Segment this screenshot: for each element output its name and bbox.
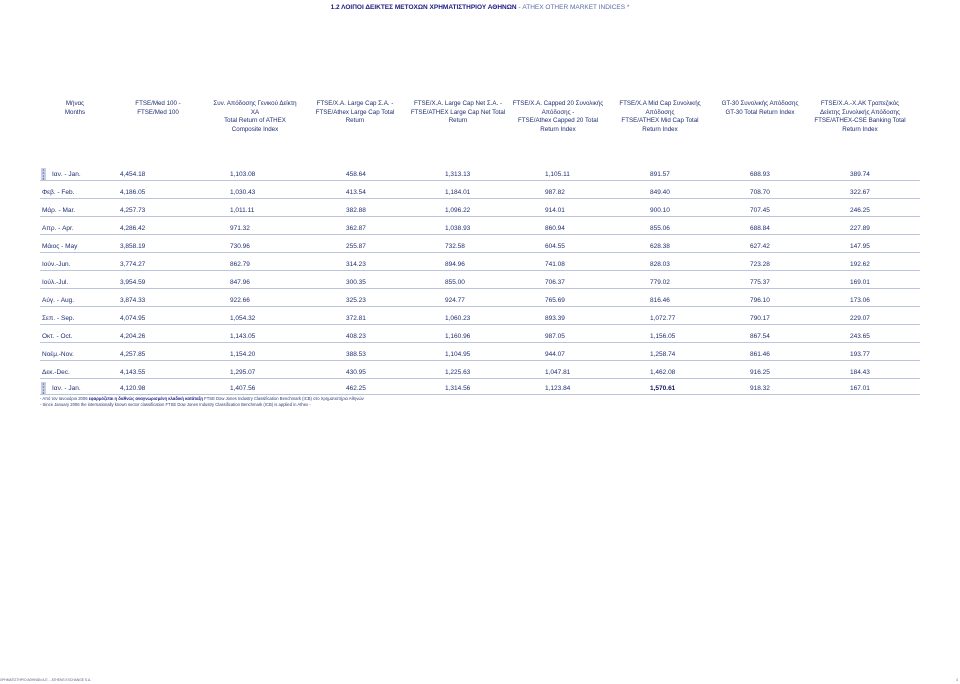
column-header-7	[705, 100, 815, 117]
month-label: Ιούλ.-Jul.	[42, 279, 69, 286]
value-cell: 167.01	[850, 385, 870, 392]
value-cell: 192.62	[850, 261, 870, 268]
value-cell: 229.07	[850, 315, 870, 322]
value-cell: 765.69	[545, 297, 565, 304]
column-header-line: GT-30 Total Return Index	[725, 108, 795, 116]
value-cell: 408.23	[346, 333, 366, 340]
column-header-line: FTSE/ATHEX Mid Cap Total	[621, 117, 699, 125]
value-cell: 708.70	[750, 189, 770, 196]
column-header-line: Return	[448, 117, 468, 125]
year-marker	[41, 382, 46, 394]
value-cell: 1,104.95	[445, 351, 471, 358]
value-cell: 4,120.98	[120, 385, 146, 392]
value-cell: 867.54	[750, 333, 770, 340]
value-cell: 322.67	[850, 189, 870, 196]
column-header-line: FTSE/Χ.Α.-Χ.ΑΚ Τραπεζικός	[820, 100, 900, 107]
value-cell: 707.45	[750, 207, 770, 214]
value-cell: 4,186.05	[120, 189, 146, 196]
value-cell: 987.05	[545, 333, 565, 340]
value-cell: 741.08	[545, 261, 565, 268]
value-cell: 1,105.11	[545, 171, 570, 178]
month-label: Ιούν.-Jun.	[42, 261, 71, 268]
value-cell: 1,314.56	[445, 385, 471, 392]
value-cell: 4,454.18	[120, 171, 146, 178]
row-divider	[40, 342, 920, 343]
value-cell: 855.00	[445, 279, 465, 286]
footnote-greek: - Από τον Ιανουάριο 2006 εφαρμόζεται η διεθνώς αναγνωρισμένη κλαδική κατάταξη FTSE Dow Jones Industry Classification Benchmark (ICB) στο Χρηματιστήριο Αθηνών	[40, 396, 364, 401]
title-greek: 1.2 ΛΟΙΠΟΙ ΔΕΙΚΤΕΣ ΜΕΤΟΧΩΝ ΧΡΗΜΑΤΙΣΤΗΡΙΟΥ ΑΘΗΝΩΝ	[330, 4, 517, 11]
value-cell: 4,204.26	[120, 333, 146, 340]
value-cell: 847.96	[230, 279, 250, 286]
value-cell: 860.94	[545, 225, 565, 232]
month-label: Μάιος - May	[42, 243, 78, 250]
month-label: Αύγ. - Aug.	[42, 297, 75, 304]
month-label: Νοέμ.-Nov.	[42, 351, 74, 358]
month-label: Οκτ. - Oct.	[42, 333, 73, 340]
value-cell: 173.06	[850, 297, 870, 304]
value-cell: 688.84	[750, 225, 770, 232]
value-cell: 325.23	[346, 297, 366, 304]
year-marker	[41, 168, 46, 180]
value-cell: 730.96	[230, 243, 250, 250]
value-cell: 775.37	[750, 279, 770, 286]
value-cell: 1,047.81	[545, 369, 571, 376]
month-label: Σεπ. - Sep.	[42, 315, 75, 322]
column-header-line: FTSE/Med 100	[137, 108, 179, 116]
value-cell: 706.37	[545, 279, 565, 286]
column-header-line: FTSE/Χ.Α. Large Cap Σ.Α. -	[316, 100, 394, 107]
column-header-line: FTSE/ATHEX-CSE Banking Total	[814, 117, 906, 125]
title-separator: -	[516, 4, 523, 11]
month-label: Ιαν. - Jan.	[52, 171, 81, 178]
table-row	[40, 239, 920, 253]
value-cell: 1,258.74	[650, 351, 676, 358]
year-digit: 0	[42, 385, 45, 389]
table-row	[40, 329, 920, 343]
column-header-0	[40, 100, 110, 117]
row-divider	[40, 216, 920, 217]
table-row	[40, 257, 920, 271]
value-cell: 243.65	[850, 333, 870, 340]
row-divider	[40, 180, 920, 181]
value-cell: 894.96	[445, 261, 465, 268]
column-header-line: Return	[345, 117, 365, 125]
value-cell: 430.95	[346, 369, 366, 376]
value-cell: 1,060.23	[445, 315, 471, 322]
column-header-8	[800, 100, 920, 134]
column-header-6	[605, 100, 715, 134]
value-cell: 4,257.85	[120, 351, 146, 358]
table-row	[40, 347, 920, 361]
value-cell: 1,154.20	[230, 351, 256, 358]
row-divider	[40, 306, 920, 307]
value-cell: 1,407.56	[230, 385, 256, 392]
month-label: Φεβ. - Feb.	[42, 189, 75, 196]
value-cell: 924.77	[445, 297, 465, 304]
value-cell: 4,074.95	[120, 315, 146, 322]
column-header-2	[200, 100, 310, 134]
value-cell: 688.93	[750, 171, 770, 178]
value-cell: 1,295.07	[230, 369, 256, 376]
value-cell: 382.88	[346, 207, 366, 214]
value-cell: 922.66	[230, 297, 250, 304]
value-cell: 227.89	[850, 225, 870, 232]
value-cell: 796.10	[750, 297, 770, 304]
value-cell: 193.77	[850, 351, 870, 358]
value-cell: 147.95	[850, 243, 870, 250]
value-cell: 779.02	[650, 279, 670, 286]
value-cell: 372.81	[346, 315, 366, 322]
value-cell: 944.07	[545, 351, 565, 358]
column-header-3	[300, 100, 410, 126]
value-cell: 914.01	[545, 207, 565, 214]
column-header-line: GT-30 Συνολικής Απόδοσης	[721, 100, 799, 107]
value-cell: 184.43	[850, 369, 870, 376]
column-header-line: Composite Index	[231, 125, 279, 133]
value-cell: 300.35	[346, 279, 366, 286]
table-row	[40, 185, 920, 199]
table-row	[40, 275, 920, 289]
column-header-line: FTSE/Athex Large Cap Total	[315, 108, 395, 116]
value-cell: 790.17	[750, 315, 770, 322]
column-header-line: ΧΑ	[250, 108, 260, 116]
column-header-line: Συν. Απόδοσης Γενικού Δείκτη	[213, 100, 297, 107]
table-row	[40, 381, 920, 395]
row-divider	[40, 270, 920, 271]
value-cell: 4,143.55	[120, 369, 146, 376]
value-cell: 389.74	[850, 171, 870, 178]
column-header-line: FTSE/Med 100 -	[135, 100, 181, 107]
year-digit: 2	[42, 382, 45, 386]
value-cell: 1,570.61	[650, 385, 676, 392]
year-digit: 6	[42, 391, 45, 395]
column-header-line: Return Index	[642, 125, 678, 133]
year-digit: 2	[42, 168, 45, 172]
column-header-line: FTSE/ATHEX Large Cap Net Total	[410, 108, 506, 116]
column-header-line: Months	[64, 108, 86, 116]
column-header-4	[398, 100, 518, 126]
row-divider	[40, 252, 920, 253]
value-cell: 1,072.77	[650, 315, 676, 322]
value-cell: 314.23	[346, 261, 366, 268]
row-divider	[40, 324, 920, 325]
value-cell: 828.03	[650, 261, 670, 268]
month-label: Μάρ. - Mar.	[42, 207, 76, 214]
value-cell: 987.82	[545, 189, 565, 196]
year-digit: 5	[42, 177, 45, 181]
row-divider	[40, 360, 920, 361]
column-header-1	[113, 100, 203, 117]
row-divider	[40, 378, 920, 379]
row-divider	[40, 198, 920, 199]
table-row	[40, 293, 920, 307]
value-cell: 723.28	[750, 261, 770, 268]
table-row	[40, 311, 920, 325]
year-digit: 1	[42, 174, 45, 178]
value-cell: 458.64	[346, 171, 366, 178]
value-cell: 916.25	[750, 369, 770, 376]
row-divider	[40, 288, 920, 289]
value-cell: 1,038.93	[445, 225, 471, 232]
value-cell: 362.87	[346, 225, 366, 232]
column-header-line: FTSE/Χ.Α. Capped 20 Συνολικής	[512, 100, 604, 107]
value-cell: 1,123.84	[545, 385, 571, 392]
footnote-english: - Since January 2006 the internationally known sector classification FTSE Dow Jones Industry Classification Benchmark (ICB) is applied in Athex -	[40, 402, 311, 407]
row-divider	[40, 234, 920, 235]
column-header-line: Δείκτης Συνολικής Απόδοσης	[820, 108, 900, 116]
value-cell: 3,858.19	[120, 243, 146, 250]
value-cell: 1,156.05	[650, 333, 676, 340]
title-english: ATHEX OTHER MARKET INDICES *	[522, 4, 630, 11]
value-cell: 169.01	[850, 279, 870, 286]
column-header-line: FTSE/Athex Capped 20 Total	[517, 117, 599, 125]
year-digit: 1	[42, 388, 45, 392]
value-cell: 1,143.05	[230, 333, 256, 340]
value-cell: 918.32	[750, 385, 770, 392]
value-cell: 1,103.08	[230, 171, 256, 178]
value-cell: 1,160.96	[445, 333, 471, 340]
value-cell: 861.46	[750, 351, 770, 358]
column-header-line: Return Index	[842, 125, 878, 133]
value-cell: 246.25	[850, 207, 870, 214]
value-cell: 4,257.73	[120, 207, 146, 214]
value-cell: 462.25	[346, 385, 366, 392]
value-cell: 893.39	[545, 315, 565, 322]
value-cell: 816.46	[650, 297, 670, 304]
value-cell: 628.38	[650, 243, 670, 250]
value-cell: 3,954.59	[120, 279, 146, 286]
page-number: 4	[956, 678, 958, 682]
value-cell: 1,011.11	[230, 207, 255, 214]
value-cell: 4,286.42	[120, 225, 146, 232]
value-cell: 1,030.43	[230, 189, 256, 196]
column-header-line: FTSE/X.A Mid Cap Συνολικής	[619, 100, 701, 107]
value-cell: 627.42	[750, 243, 770, 250]
table-row	[40, 167, 920, 181]
column-header-line: Απόδοσης -	[541, 108, 575, 116]
table-row	[40, 365, 920, 379]
value-cell: 255.87	[346, 243, 366, 250]
value-cell: 1,313.13	[445, 171, 471, 178]
value-cell: 971.32	[230, 225, 250, 232]
value-cell: 1,225.63	[445, 369, 471, 376]
column-header-line: Μήνας	[65, 100, 85, 107]
value-cell: 1,462.08	[650, 369, 676, 376]
value-cell: 1,054.32	[230, 315, 256, 322]
page-footer: ΧΡΗΜΑΤΙΣΤΗΡΙΟ ΑΘΗΝΩΝ Α.Ε. - ATHENS EXCHANGE S.A.	[0, 678, 92, 682]
value-cell: 732.58	[445, 243, 465, 250]
value-cell: 413.54	[346, 189, 366, 196]
value-cell: 1,184.01	[445, 189, 471, 196]
month-label: Δεκ.-Dec.	[42, 369, 70, 376]
value-cell: 3,874.33	[120, 297, 146, 304]
value-cell: 388.53	[346, 351, 366, 358]
year-digit: 0	[42, 171, 45, 175]
month-label: Απρ. - Apr.	[42, 225, 74, 232]
page-title	[0, 4, 960, 11]
value-cell: 1,096.22	[445, 207, 471, 214]
column-header-line: Απόδοσης	[645, 108, 675, 116]
table-row	[40, 221, 920, 235]
value-cell: 3,774.27	[120, 261, 146, 268]
table-row	[40, 203, 920, 217]
value-cell: 900.10	[650, 207, 670, 214]
value-cell: 855.06	[650, 225, 670, 232]
column-header-5	[503, 100, 613, 134]
column-header-line: Total Return of ATHEX	[224, 117, 286, 125]
value-cell: 891.57	[650, 171, 670, 178]
value-cell: 604.55	[545, 243, 565, 250]
column-header-line: Return Index	[540, 125, 576, 133]
month-label: Ιαν. - Jan.	[52, 385, 81, 392]
value-cell: 849.40	[650, 189, 670, 196]
value-cell: 862.79	[230, 261, 250, 268]
column-header-line: FTSE/Χ.Α. Large Cap Net Σ.Α. -	[413, 100, 503, 107]
row-divider	[40, 394, 920, 395]
